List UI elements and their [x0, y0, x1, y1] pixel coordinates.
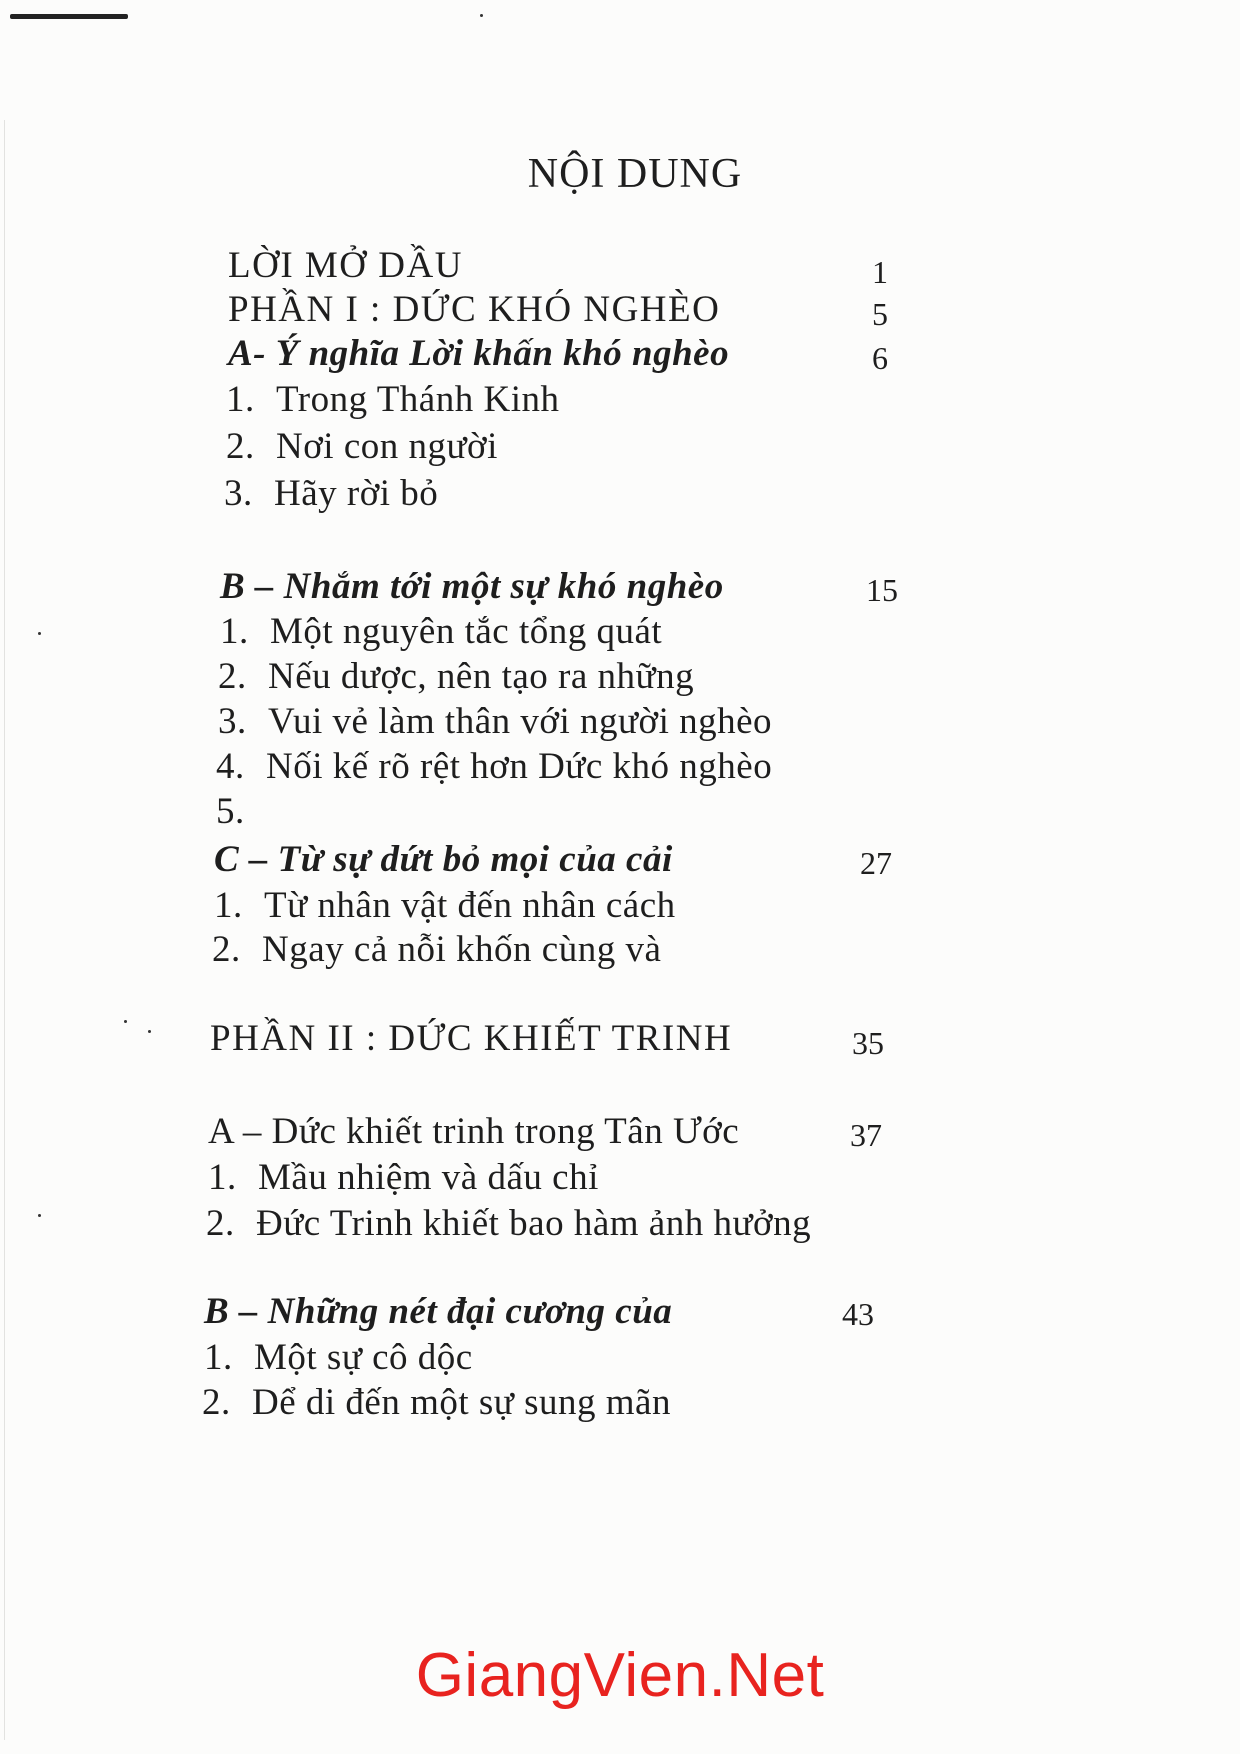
toc-page-c1: 27 — [860, 845, 892, 881]
toc-section-a2: A – Dức khiết trinh trong Tân Ước — [208, 1111, 740, 1152]
toc-item: 1. Mầu nhiệm và dấu chỉ — [208, 1157, 599, 1198]
toc-entry-loi-mo-dau: LỜI MỞ DẦU — [228, 245, 463, 286]
toc-page-b1: 15 — [866, 572, 898, 608]
watermark: GiangVien.Net — [415, 1641, 825, 1710]
scan-speck — [480, 14, 483, 17]
toc-item: 2. Nơi con người — [226, 426, 498, 467]
toc-item: 3. Hãy rời bỏ — [224, 473, 439, 514]
toc-item: 4. Nối kế rõ rệt hơn Dức khó nghèo — [216, 746, 773, 787]
toc-item: 3. Vui vẻ làm thân với người nghèo — [218, 701, 773, 742]
scan-speck — [38, 1214, 41, 1217]
toc-page-a1: 6 — [872, 340, 888, 376]
toc-item: 1. Từ nhân vật đến nhân cách — [214, 885, 676, 926]
toc-section-c1: C – Từ sự dứt bỏ mọi của cải — [214, 839, 673, 880]
toc-entry-phan-1: PHẦN I : DỨC KHÓ NGHÈO — [228, 289, 721, 330]
page-edge — [4, 120, 5, 1740]
toc-entry-phan-2: PHẦN II : DỨC KHIẾT TRINH — [210, 1018, 733, 1059]
toc-page-a2: 37 — [850, 1117, 882, 1153]
toc-item: 1. Một nguyên tắc tổng quát — [220, 611, 663, 652]
scan-speck — [124, 1020, 127, 1023]
toc-item: 1. Trong Thánh Kinh — [226, 379, 560, 420]
toc-item: 2. Đức Trinh khiết bao hàm ảnh hưởng — [206, 1203, 812, 1244]
toc-section-b1: B – Nhắm tới một sự khó nghèo — [220, 566, 724, 607]
toc-section-a1: A- Ý nghĩa Lời khấn khó nghèo — [228, 333, 730, 374]
toc-section-b2: B – Những nét đại cương của — [204, 1291, 673, 1332]
page-title: NỘI DUNG — [527, 151, 743, 197]
toc-item: 1. Một sự cô dộc — [204, 1337, 473, 1378]
scan-speck — [38, 632, 41, 635]
toc-page-loi-mo-dau: 1 — [872, 254, 888, 290]
toc-item: 2. Ngay cả nỗi khốn cùng và — [212, 929, 662, 970]
toc-item: 5. — [216, 791, 245, 832]
toc-item: 2. Dể di đến một sự sung mãn — [202, 1382, 671, 1423]
scan-artifact-bar — [10, 14, 128, 19]
toc-page-phan-1: 5 — [872, 296, 888, 332]
toc-item: 2. Nếu dược, nên tạo ra những — [218, 656, 695, 697]
scan-speck — [148, 1030, 151, 1033]
toc-page-phan-2: 35 — [852, 1025, 884, 1061]
toc-page-b2: 43 — [842, 1296, 874, 1332]
